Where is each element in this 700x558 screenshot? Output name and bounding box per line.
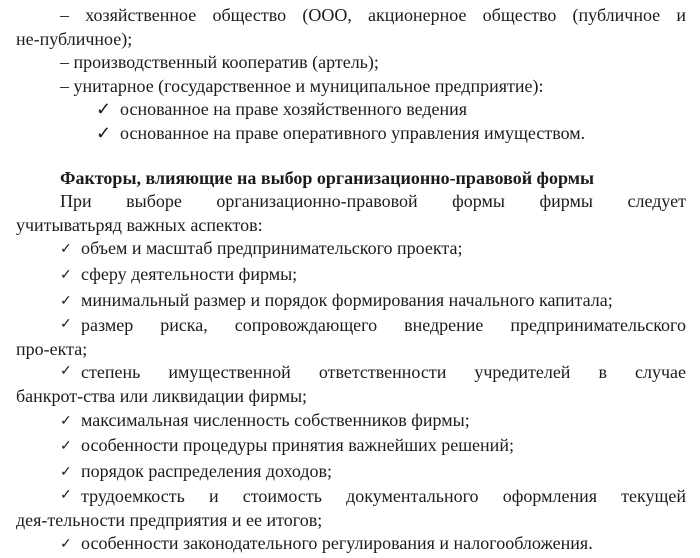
- check-icon: ✓: [60, 537, 72, 553]
- factor-text: особенности законодательного регулирования и налогообложения.: [81, 533, 593, 554]
- org-type-business-company-line1: – хозяйственное общество (ООО, акционерное общество (публичное и: [60, 5, 686, 25]
- check-icon: ✓: [60, 488, 72, 504]
- check-icon: ✓: [60, 413, 72, 429]
- factor-item-7: [16, 434, 686, 460]
- org-type-business-company-line2: не-публичное);: [16, 28, 133, 49]
- check-icon: ✓: [60, 364, 72, 380]
- factor-item-6: [16, 409, 686, 435]
- check-icon: ✓: [96, 99, 112, 120]
- factor-item-4-continuation: про-екта;: [16, 338, 88, 359]
- section-intro-line2: учитыватьряд важных аспектов:: [16, 214, 263, 235]
- org-type-unitary: – унитарное (государственное и муниципальное предприятие):: [60, 75, 544, 96]
- factor-text: размер риска, сопровождающего внедрение предпринимательского: [81, 315, 686, 336]
- paragraph-gap: [16, 146, 686, 167]
- factor-item-1: [16, 237, 686, 263]
- factor-item-10: [16, 532, 686, 558]
- factor-text: объем и масштаб предпринимательского проекта;: [81, 238, 463, 259]
- org-type-cooperative: – производственный кооператив (артель);: [60, 52, 379, 73]
- factor-text: степень имущественной ответственности учредителей в случае: [81, 362, 686, 383]
- check-icon: ✓: [60, 267, 72, 283]
- unitary-subtype-operational-text: основанное на праве оперативного управления имуществом.: [120, 122, 586, 143]
- factor-item-5: [16, 361, 686, 385]
- factor-item-2: [16, 263, 686, 289]
- factor-item-9: [16, 485, 686, 509]
- section-heading: Факторы, влияющие на выбор организационно-правовой формы: [60, 167, 595, 188]
- factor-text: сферу деятельности фирмы;: [81, 263, 298, 284]
- factor-item-3: [16, 289, 686, 315]
- factor-text: максимальная численность собственников фирмы;: [81, 409, 470, 430]
- unitary-subtype-operational: [16, 122, 686, 146]
- factor-item-4: [16, 314, 686, 338]
- unitary-subtype-economic: [16, 98, 686, 122]
- check-icon: ✓: [96, 122, 112, 143]
- unitary-subtype-economic-text: основанное на праве хозяйственного ведения: [120, 99, 468, 120]
- check-icon: ✓: [60, 293, 72, 309]
- section-intro-line1: При выборе организационно-правовой формы фирмы следует: [60, 191, 686, 212]
- factor-text: особенности процедуры принятия важнейших решений;: [81, 435, 514, 456]
- check-icon: ✓: [60, 464, 72, 480]
- check-icon: ✓: [60, 317, 72, 333]
- factor-item-8: [16, 460, 686, 486]
- check-icon: ✓: [60, 242, 72, 258]
- factor-text: трудоемкость и стоимость документального оформления текущей: [81, 486, 686, 507]
- factor-item-9-continuation: дея-тельности предприятия и ее итогов;: [16, 509, 323, 530]
- factor-item-5-continuation: банкрот-ства или ликвидации фирмы;: [16, 385, 308, 406]
- factor-text: порядок распределения доходов;: [81, 460, 333, 481]
- check-icon: ✓: [60, 439, 72, 455]
- factor-text: минимальный размер и порядок формирования начального капитала;: [81, 289, 613, 310]
